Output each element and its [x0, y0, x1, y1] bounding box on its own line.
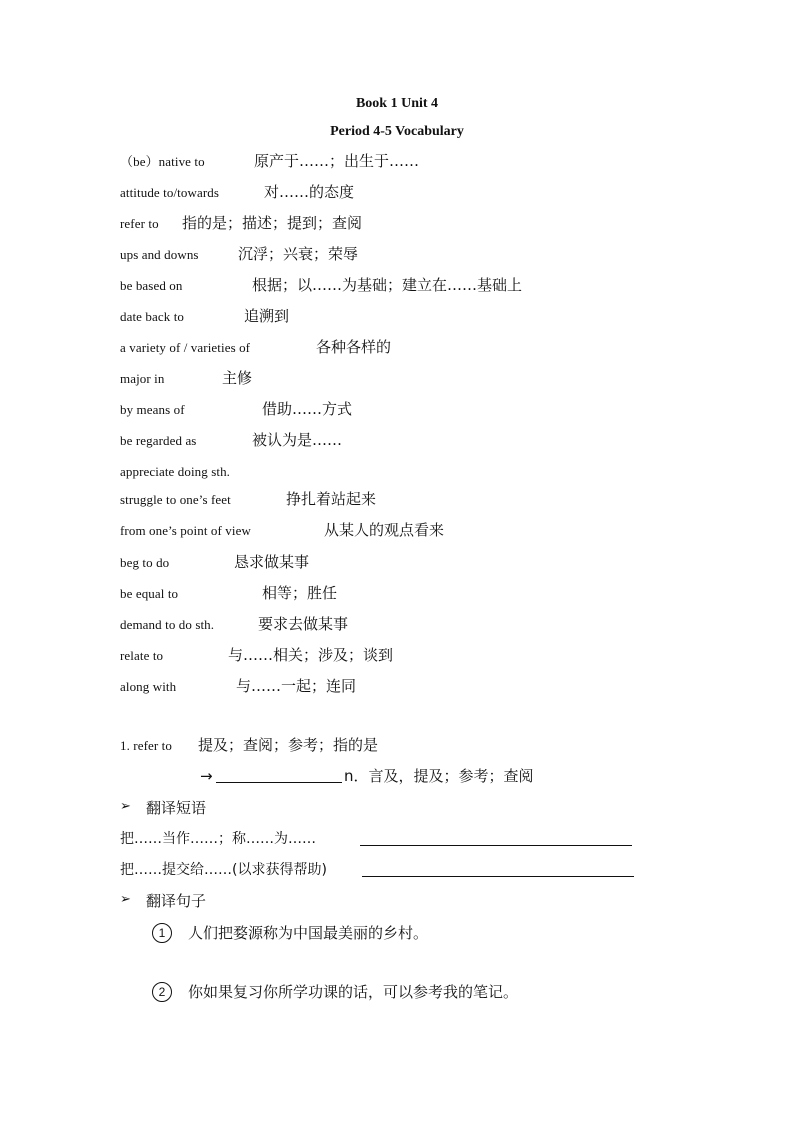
- phrase-zh: 根据；以……为基础；建立在……基础上: [252, 276, 523, 294]
- phrase-en: struggle to one’s feet: [120, 492, 231, 507]
- phrase-en: （be）native to: [120, 154, 205, 169]
- list-item: [120, 645, 394, 665]
- phrase-en: ups and downs: [120, 247, 199, 262]
- phrase-zh: 恳求做某事: [234, 553, 310, 571]
- phrase-en: attitude to/towards: [120, 185, 220, 200]
- number-circle-icon: 1: [152, 923, 172, 943]
- list-item: [120, 368, 253, 388]
- phrase-zh: 与……相关；涉及；谈到: [228, 646, 394, 664]
- phrase-zh: 相等；胜任: [262, 584, 338, 602]
- phrase-en: demand to do sth.: [120, 617, 215, 632]
- phrase-en: appreciate doing sth.: [120, 464, 231, 479]
- phrase-zh: 各种各样的: [316, 338, 392, 356]
- phrase-prompt: 把……当作……；称……为……: [120, 831, 316, 847]
- answer-blank[interactable]: [360, 831, 632, 846]
- page-title: Book 1 Unit 4: [355, 96, 439, 111]
- phrase-en: date back to: [120, 309, 185, 324]
- phrase-en: be based on: [120, 278, 183, 293]
- section-heading: 翻译句子: [146, 892, 207, 910]
- phrase-zh: 借助……方式: [262, 400, 353, 418]
- exercise-item-zh: 提及；查阅；参考；指的是: [198, 736, 379, 754]
- phrase-zh: 沉浮；兴衰；荣辱: [238, 245, 359, 263]
- arrow-icon: →: [200, 767, 213, 785]
- sentence-prompt: 人们把婺源称为中国最美丽的乡村。: [188, 924, 429, 942]
- phrase-zh: 被认为是……: [252, 431, 343, 449]
- list-item: [120, 520, 445, 540]
- phrase-en: along with: [120, 679, 177, 694]
- list-item: [120, 151, 420, 171]
- phrase-zh: 从某人的观点看来: [324, 521, 445, 539]
- phrase-zh: 指的是；描述；提到；查阅: [182, 214, 363, 232]
- list-item: [120, 583, 338, 603]
- phrase-zh: 追溯到: [244, 307, 290, 325]
- answer-blank[interactable]: [216, 768, 342, 783]
- list-item: [120, 306, 290, 326]
- bullet-arrow-icon: ➢: [120, 799, 131, 814]
- noun-meaning: n．言及，提及；参考；查阅: [344, 767, 534, 785]
- phrase-en: refer to: [120, 216, 159, 231]
- phrase-en: a variety of / varieties of: [120, 340, 251, 355]
- exercise-item: [120, 735, 379, 755]
- phrase-en: be equal to: [120, 586, 179, 601]
- number-circle-icon: 2: [152, 982, 172, 1002]
- phrase-prompt: 把……提交给……(以求获得帮助): [120, 862, 327, 878]
- phrase-zh: 主修: [222, 369, 253, 387]
- phrase-zh: 挣扎着站起来: [286, 490, 377, 508]
- list-item: [120, 182, 355, 202]
- list-item: [120, 552, 310, 572]
- phrase-zh: 原产于……；出生于……: [254, 152, 420, 170]
- phrase-en: relate to: [120, 648, 164, 663]
- list-item: [120, 614, 349, 634]
- phrase-zh: 与……一起；连同: [236, 677, 357, 695]
- phrase-en: major in: [120, 371, 165, 386]
- exercise-item-en: 1. refer to: [120, 738, 172, 753]
- list-item: [120, 461, 230, 481]
- list-item: [120, 275, 523, 295]
- section-heading: 翻译短语: [146, 799, 207, 817]
- phrase-en: by means of: [120, 402, 185, 417]
- answer-blank[interactable]: [362, 862, 634, 877]
- phrase-zh: 对……的态度: [264, 183, 355, 201]
- phrase-en: from one’s point of view: [120, 523, 251, 538]
- list-item: [120, 676, 357, 696]
- list-item: [120, 213, 363, 233]
- list-item: [120, 337, 392, 357]
- list-item: [120, 399, 353, 419]
- page-subtitle: Period 4-5 Vocabulary: [330, 124, 464, 139]
- phrase-en: be regarded as: [120, 433, 197, 448]
- sentence-prompt: 你如果复习你所学功课的话，可以参考我的笔记。: [188, 983, 519, 1001]
- phrase-zh: 要求去做某事: [258, 615, 349, 633]
- list-item: [120, 244, 359, 264]
- list-item: [120, 430, 343, 450]
- list-item: [120, 489, 377, 509]
- bullet-arrow-icon: ➢: [120, 892, 131, 907]
- phrase-en: beg to do: [120, 555, 170, 570]
